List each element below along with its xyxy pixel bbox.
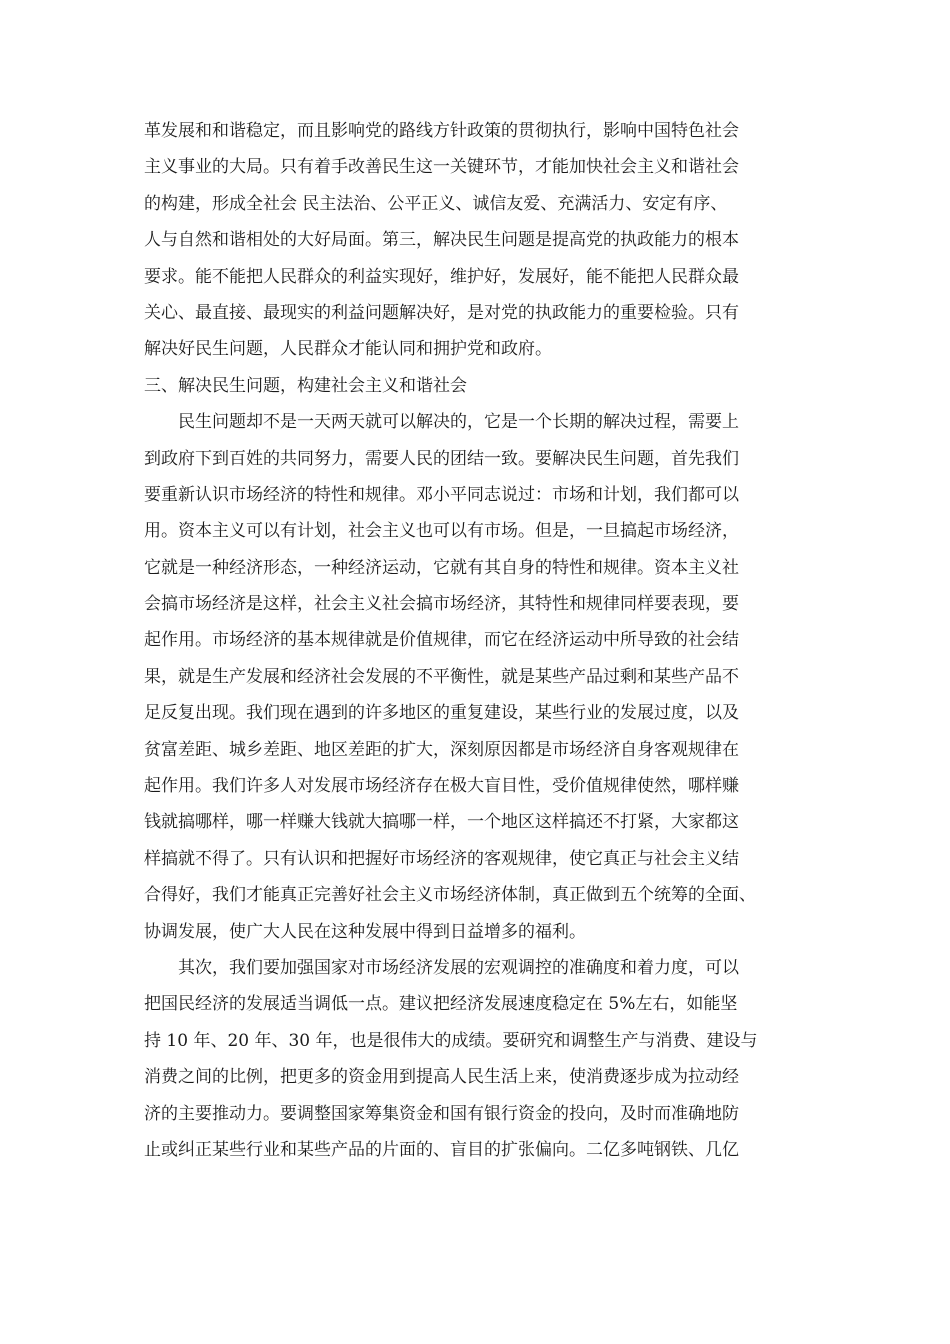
text-line: 解决好民生问题，人民群众才能认同和拥护党和政府。 (144, 339, 552, 360)
text-line: 主义事业的大局。只有着手改善民生这一关键环节，才能加快社会主义和谐社会 (144, 157, 739, 178)
text-line: 样搞就不得了。只有认识和把握好市场经济的客观规律，使它真正与社会主义结 (144, 848, 739, 869)
text-line: 果，就是生产发展和经济社会发展的不平衡性，就是某些产品过剩和某些产品不 (144, 666, 739, 687)
text-line: 要重新认识市场经济的特性和规律。邓小平同志说过：市场和计划，我们都可以 (144, 484, 739, 505)
text-line: 起作用。市场经济的基本规律就是价值规律，而它在经济运动中所导致的社会结 (144, 630, 739, 651)
text-line: 把国民经济的发展适当调低一点。建议把经济发展速度稳定在 5%左右，如能坚 (144, 994, 738, 1015)
text-line: 的构建，形成全社会 民主法治、公平正义、诚信友爱、充满活力、安定有序、 (144, 193, 728, 214)
text-line: 革发展和和谐稳定，而且影响党的路线方针政策的贯彻执行，影响中国特色社会 (144, 121, 739, 141)
text-line: 民生问题却不是一天两天就可以解决的，它是一个长期的解决过程，需要上 (144, 412, 739, 433)
text-line: 会搞市场经济是这样，社会主义社会搞市场经济，其特性和规律同样要表现，要 (144, 594, 739, 615)
text-line: 合得好，我们才能真正完善好社会主义市场经济体制，真正做到五个统筹的全面、 (144, 885, 756, 906)
text-line: 消费之间的比例，把更多的资金用到提高人民生活上来，使消费逐步成为拉动经 (144, 1067, 739, 1088)
section-heading: 三、解决民生问题，构建社会主义和谐社会 (144, 375, 467, 396)
text-line: 用。资本主义可以有计划，社会主义也可以有市场。但是，一旦搞起市场经济， (144, 521, 739, 542)
text-line: 持 10 年、20 年、30 年，也是很伟大的成绩。要研究和调整生产与消费、建设与 (144, 1030, 758, 1051)
text-line: 人与自然和谐相处的大好局面。第三，解决民生问题是提高党的执政能力的根本 (144, 230, 739, 251)
text-line: 贫富差距、城乡差距、地区差距的扩大，深刻原因都是市场经济自身客观规律在 (144, 739, 739, 760)
text-line: 要求。能不能把人民群众的利益实现好，维护好，发展好，能不能把人民群众最 (144, 266, 739, 287)
text-line: 其次，我们要加强国家对市场经济发展的宏观调控的准确度和着力度，可以 (144, 957, 739, 978)
text-line: 关心、最直接、最现实的利益问题解决好，是对党的执政能力的重要检验。只有 (144, 302, 739, 323)
text-line: 钱就搞哪样，哪一样赚大钱就大搞哪一样，一个地区这样搞还不打紧，大家都这 (144, 812, 739, 833)
text-line: 到政府下到百姓的共同努力，需要人民的团结一致。要解决民生问题，首先我们 (144, 448, 739, 469)
text-line: 协调发展，使广大人民在这种发展中得到日益增多的福利。 (144, 921, 586, 942)
text-line: 济的主要推动力。要调整国家筹集资金和国有银行资金的投向，及时而准确地防 (144, 1103, 739, 1124)
text-line: 起作用。我们许多人对发展市场经济存在极大盲目性，受价值规律使然，哪样赚 (144, 776, 739, 797)
text-line: 止或纠正某些行业和某些产品的片面的、盲目的扩张偏向。二亿多吨钢铁、几亿 (144, 1139, 739, 1160)
document-body (144, 113, 810, 1168)
text-line: 足反复出现。我们现在遇到的许多地区的重复建设，某些行业的发展过度，以及 (144, 703, 739, 724)
text-line: 它就是一种经济形态，一种经济运动，它就有其自身的特性和规律。资本主义社 (144, 557, 739, 578)
